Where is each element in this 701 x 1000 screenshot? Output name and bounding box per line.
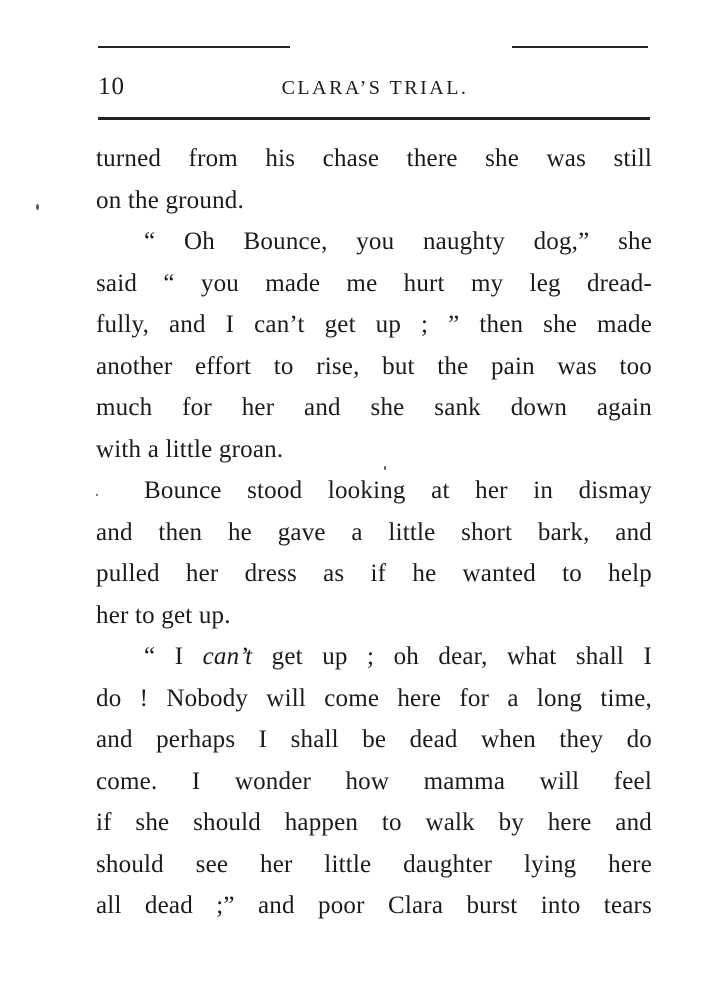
text-line: should see her little daughter lying here bbox=[96, 850, 652, 878]
text-line-segment: “ I bbox=[144, 643, 203, 670]
text-line: much for her and she sank down again bbox=[96, 394, 652, 421]
page-body bbox=[96, 138, 652, 927]
text-line: turned from his chase there she was still bbox=[96, 145, 652, 172]
text-line: do ! Nobody will come here for a long time, bbox=[96, 684, 652, 712]
text-line: her to get up. bbox=[96, 601, 231, 629]
text-line: if she should happen to walk by here and bbox=[96, 809, 652, 836]
text-line: said “ you made me hurt my leg dread- bbox=[96, 269, 652, 297]
text-line: Bounce stood looking at her in dismay bbox=[144, 477, 652, 504]
ink-speck bbox=[96, 494, 98, 496]
text-line: all dead ;” and poor Clara burst into tears bbox=[96, 892, 652, 919]
italic-word: can’t bbox=[202, 643, 253, 670]
text-line: pulled her dress as if he wanted to help bbox=[96, 560, 652, 587]
running-title: CLARA’S TRIAL. bbox=[281, 77, 469, 99]
text-line: and then he gave a little short bark, and bbox=[96, 518, 652, 546]
ink-speck bbox=[384, 466, 386, 470]
text-line: fully, and I can’t get up ; ” then she made bbox=[96, 311, 652, 338]
text-line: another effort to rise, but the pain was too bbox=[96, 352, 652, 380]
text-line: and perhaps I shall be dead when they do bbox=[96, 726, 652, 753]
text-line bbox=[96, 636, 652, 678]
text-line: with a little groan. bbox=[96, 435, 284, 463]
header-rule-left bbox=[98, 46, 290, 48]
text-line: come. I wonder how mamma will feel bbox=[96, 767, 652, 795]
ink-speck bbox=[36, 204, 39, 210]
header-rule-right bbox=[512, 46, 648, 48]
text-line-segment: get up ; oh dear, what shall I bbox=[252, 643, 652, 670]
header-divider bbox=[98, 117, 650, 120]
text-line: on the ground. bbox=[96, 186, 244, 214]
text-line: “ Oh Bounce, you naughty dog,” she bbox=[144, 228, 652, 255]
page-number: 10 bbox=[98, 73, 125, 100]
